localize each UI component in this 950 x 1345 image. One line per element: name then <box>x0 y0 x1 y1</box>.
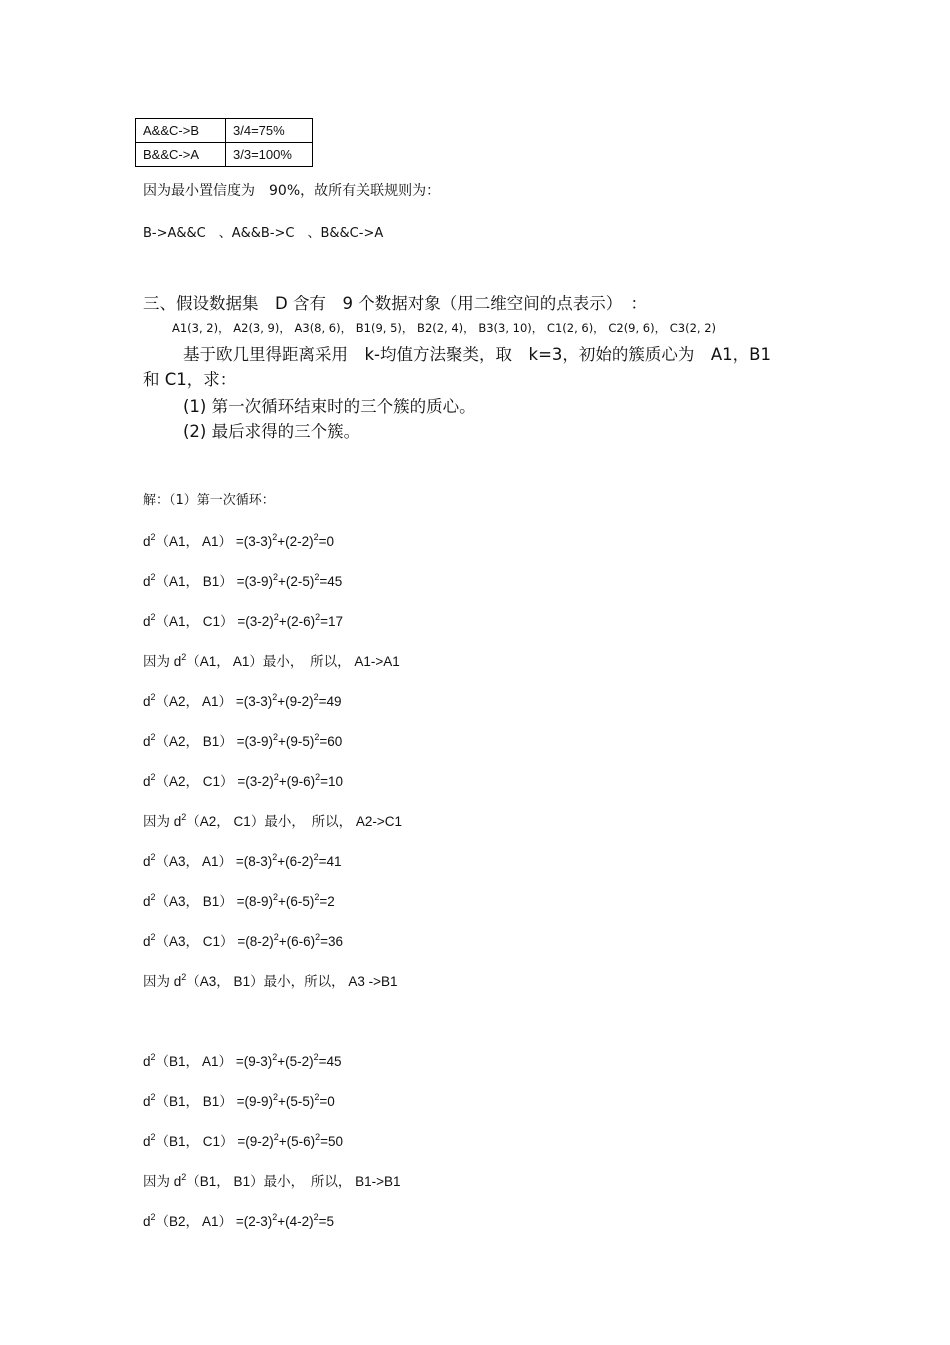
square-exponent: 2 <box>273 612 279 622</box>
square-exponent: 2 <box>273 772 279 782</box>
diff-x: =(3-2) <box>233 614 274 629</box>
square-exponent: 2 <box>150 932 156 942</box>
square-exponent: 2 <box>150 1132 156 1142</box>
distance-equation <box>143 770 343 790</box>
distance-result: =50 <box>320 1134 344 1149</box>
point-pair: （A2， B1） <box>155 734 233 749</box>
diff-y: +(5-6) <box>278 1134 316 1149</box>
distance-symbol: d <box>143 774 151 789</box>
distance-result: =49 <box>318 694 342 709</box>
distance-symbol: d <box>173 974 182 989</box>
square-exponent: 2 <box>273 1132 279 1142</box>
square-exponent: 2 <box>314 732 320 742</box>
distance-result: =17 <box>320 614 344 629</box>
square-exponent: 2 <box>313 532 319 542</box>
distance-equation <box>143 530 334 550</box>
point-pair: （B1， C1） <box>155 1134 234 1149</box>
square-exponent: 2 <box>272 1092 278 1102</box>
diff-x: =(2-3) <box>232 1214 273 1229</box>
diff-y: +(2-6) <box>278 614 316 629</box>
diff-x: =(8-3) <box>232 854 273 869</box>
diff-x: =(8-9) <box>232 894 273 909</box>
distance-equation <box>143 890 335 910</box>
diff-y: +(5-5) <box>277 1094 315 1109</box>
distance-result: =45 <box>318 1054 342 1069</box>
distance-equation <box>143 930 343 950</box>
diff-y: +(9-5) <box>277 734 315 749</box>
rules-table <box>135 118 313 167</box>
rule-cell: B&&C->A <box>136 143 226 167</box>
square-exponent: 2 <box>315 772 321 782</box>
diff-x: =(3-3) <box>232 694 273 709</box>
cluster-assignment: A2->C1 <box>352 814 402 829</box>
point-pair: （A1， B1） <box>155 574 233 589</box>
min-confidence-text: 因为最小置信度为 90%，故所有关联规则为： <box>143 183 441 199</box>
square-exponent: 2 <box>181 812 187 822</box>
square-exponent: 2 <box>272 892 278 902</box>
square-exponent: 2 <box>272 1052 278 1062</box>
square-exponent: 2 <box>313 1212 319 1222</box>
square-exponent: 2 <box>314 892 320 902</box>
square-exponent: 2 <box>150 1092 156 1102</box>
point-pair: （A2， A1） <box>155 694 233 709</box>
cluster-assignment: B1->B1 <box>351 1174 401 1189</box>
distance-symbol: d <box>173 1174 182 1189</box>
confidence-cell: 3/4=75% <box>226 119 313 143</box>
square-exponent: 2 <box>150 572 156 582</box>
diff-x: =(8-2) <box>233 934 274 949</box>
diff-y: +(2-2) <box>277 534 314 549</box>
point-pair: （A3， B1）最小，所以， <box>186 974 345 989</box>
point-pair: （A3， B1） <box>155 894 233 909</box>
because-label: 因为 <box>143 1174 174 1189</box>
square-exponent: 2 <box>272 532 278 542</box>
square-exponent: 2 <box>181 1172 187 1182</box>
distance-result: =5 <box>318 1214 335 1229</box>
square-exponent: 2 <box>272 732 278 742</box>
square-exponent: 2 <box>150 1212 156 1222</box>
points-list: A1(3, 2)， A2(3, 9)， A3(8, 6)， B1(9, 5)， B2(2, 4)， B3(3, 10)， C1(2, 6)， C2(9, 6)， C3(2, 2) <box>172 321 717 335</box>
diff-x: =(9-3) <box>232 1054 273 1069</box>
table-row <box>136 143 313 167</box>
square-exponent: 2 <box>272 1212 278 1222</box>
distance-symbol: d <box>173 814 182 829</box>
square-exponent: 2 <box>150 852 156 862</box>
distance-symbol: d <box>143 574 151 589</box>
distance-equation <box>143 610 343 630</box>
distance-equation <box>143 1090 335 1110</box>
distance-equation <box>143 1210 334 1230</box>
square-exponent: 2 <box>150 612 156 622</box>
square-exponent: 2 <box>313 1052 319 1062</box>
question-2: (2) 最后求得的三个簇。 <box>183 422 361 441</box>
assignment-conclusion <box>143 810 402 830</box>
distance-symbol: d <box>143 614 151 629</box>
because-label: 因为 <box>143 814 174 829</box>
diff-x: =(3-9) <box>232 574 273 589</box>
distance-equation <box>143 690 342 710</box>
point-pair: （A1， A1） <box>155 534 233 549</box>
diff-y: +(6-2) <box>277 854 314 869</box>
distance-symbol: d <box>143 694 151 709</box>
square-exponent: 2 <box>314 572 320 582</box>
square-exponent: 2 <box>315 612 321 622</box>
diff-y: +(9-6) <box>278 774 316 789</box>
distance-symbol: d <box>143 894 151 909</box>
table-row <box>136 119 313 143</box>
distance-symbol: d <box>143 1094 151 1109</box>
distance-result: =0 <box>319 1094 335 1109</box>
because-label: 因为 <box>143 654 174 669</box>
point-pair: （A3， C1） <box>155 934 234 949</box>
distance-symbol: d <box>143 934 151 949</box>
point-pair: （A1， C1） <box>155 614 234 629</box>
point-pair: （B1， B1）最小， 所以， <box>186 1174 352 1189</box>
distance-symbol: d <box>143 1214 151 1229</box>
point-pair: （A1， A1）最小， 所以， <box>186 654 351 669</box>
problem-description-cont: 和 C1，求： <box>143 370 237 389</box>
rules-list: B->A&&C 、A&&B->C 、B&&C->A <box>143 226 384 241</box>
diff-x: =(3-3) <box>232 534 273 549</box>
diff-y: +(5-2) <box>277 1054 314 1069</box>
problem-description: 基于欧几里得距离采用 k-均值方法聚类，取 k=3，初始的簇质心为 A1，B1 <box>183 345 771 364</box>
square-exponent: 2 <box>273 932 279 942</box>
square-exponent: 2 <box>272 852 278 862</box>
square-exponent: 2 <box>272 572 278 582</box>
point-pair: （A2， C1） <box>155 774 234 789</box>
diff-y: +(6-6) <box>278 934 316 949</box>
point-pair: （A3， A1） <box>155 854 233 869</box>
cluster-assignment: A3 ->B1 <box>344 974 398 989</box>
diff-x: =(3-9) <box>232 734 273 749</box>
diff-y: +(6-5) <box>277 894 315 909</box>
distance-symbol: d <box>143 1054 151 1069</box>
distance-result: =41 <box>318 854 342 869</box>
square-exponent: 2 <box>181 972 187 982</box>
solution-heading: 解：（1）第一次循环： <box>143 493 275 508</box>
square-exponent: 2 <box>272 692 278 702</box>
problem-title: 三、假设数据集 D 含有 9 个数据对象（用二维空间的点表示） ： <box>143 294 647 313</box>
assignment-conclusion <box>143 970 397 990</box>
distance-result: =2 <box>319 894 335 909</box>
confidence-cell: 3/3=100% <box>226 143 313 167</box>
diff-x: =(3-2) <box>233 774 274 789</box>
distance-result: =10 <box>320 774 344 789</box>
assignment-conclusion <box>143 650 400 670</box>
square-exponent: 2 <box>314 1092 320 1102</box>
diff-y: +(2-5) <box>277 574 315 589</box>
distance-result: =60 <box>319 734 343 749</box>
distance-result: =36 <box>320 934 344 949</box>
distance-equation <box>143 1130 343 1150</box>
point-pair: （A2， C1）最小， 所以， <box>186 814 353 829</box>
distance-equation <box>143 850 342 870</box>
distance-symbol: d <box>143 534 151 549</box>
square-exponent: 2 <box>150 532 156 542</box>
square-exponent: 2 <box>313 692 319 702</box>
distance-equation <box>143 730 342 750</box>
square-exponent: 2 <box>150 732 156 742</box>
diff-y: +(9-2) <box>277 694 314 709</box>
distance-symbol: d <box>143 854 151 869</box>
distance-symbol: d <box>143 734 151 749</box>
distance-symbol: d <box>143 1134 151 1149</box>
diff-y: +(4-2) <box>277 1214 314 1229</box>
distance-equation <box>143 570 342 590</box>
because-label: 因为 <box>143 974 174 989</box>
point-pair: （B1， B1） <box>155 1094 233 1109</box>
distance-result: =0 <box>318 534 335 549</box>
square-exponent: 2 <box>150 1052 156 1062</box>
square-exponent: 2 <box>181 652 187 662</box>
point-pair: （B1， A1） <box>155 1054 233 1069</box>
diff-x: =(9-2) <box>233 1134 274 1149</box>
distance-equation <box>143 1050 342 1070</box>
square-exponent: 2 <box>315 932 321 942</box>
square-exponent: 2 <box>150 772 156 782</box>
square-exponent: 2 <box>150 892 156 902</box>
point-pair: （B2， A1） <box>155 1214 233 1229</box>
distance-symbol: d <box>173 654 182 669</box>
assignment-conclusion <box>143 1170 400 1190</box>
cluster-assignment: A1->A1 <box>350 654 400 669</box>
diff-x: =(9-9) <box>232 1094 273 1109</box>
square-exponent: 2 <box>315 1132 321 1142</box>
square-exponent: 2 <box>150 692 156 702</box>
question-1: (1) 第一次循环结束时的三个簇的质心。 <box>183 397 476 416</box>
distance-result: =45 <box>319 574 343 589</box>
rule-cell: A&&C->B <box>136 119 226 143</box>
square-exponent: 2 <box>313 852 319 862</box>
